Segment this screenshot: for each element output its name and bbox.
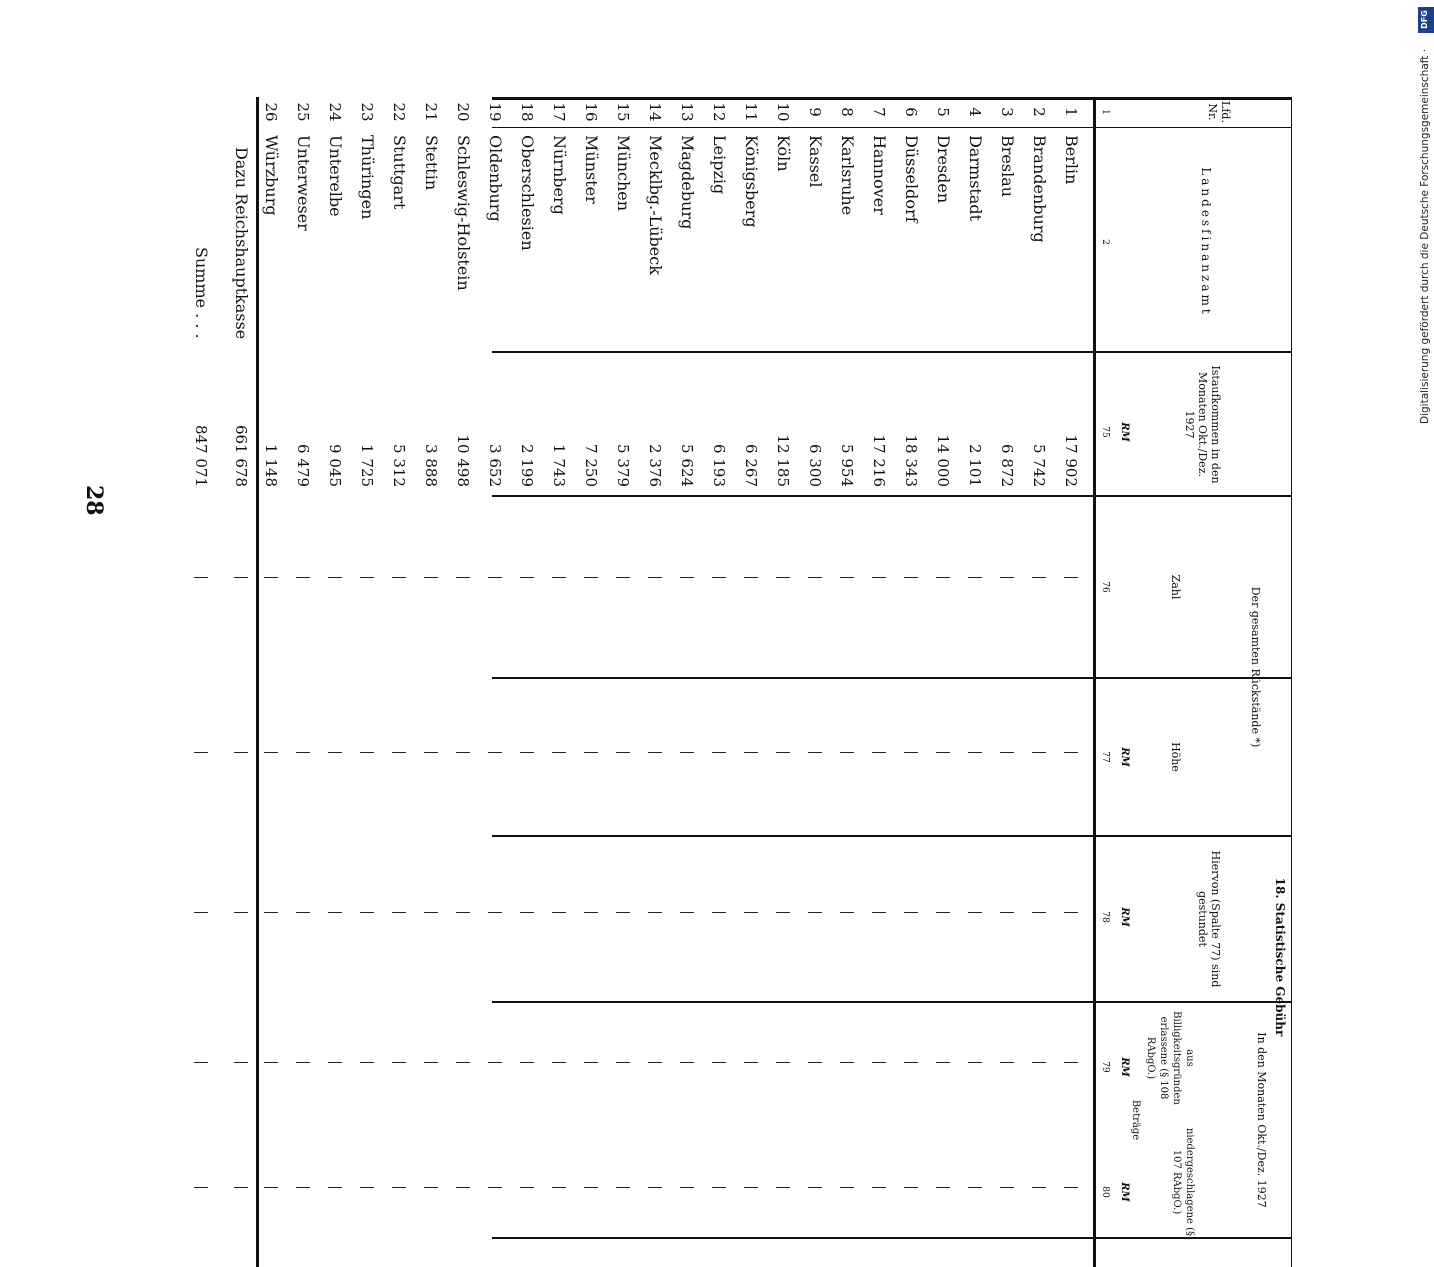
empty-cell-dash: [680, 1187, 694, 1188]
row-number: 8: [838, 107, 856, 117]
empty-cell-dash: [968, 912, 982, 913]
row-office-name: Karlsruhe: [838, 135, 857, 216]
empty-cell-dash: [776, 752, 790, 753]
empty-cell-dash: [1064, 577, 1078, 578]
row-number: 1: [1062, 107, 1080, 117]
column-number: 80: [1100, 1186, 1110, 1198]
row-istaufkommen: 6 300: [806, 444, 824, 487]
empty-cell-dash: [234, 1062, 248, 1063]
table-row: [927, 97, 959, 1267]
row-office-name: Schleswig-Holstein: [454, 135, 473, 291]
column-number: 79: [1100, 1061, 1110, 1073]
empty-cell-dash: [712, 912, 726, 913]
row-office-name: Breslau: [998, 135, 1017, 198]
table-row: [959, 97, 991, 1267]
empty-cell-dash: [328, 577, 342, 578]
empty-cell-dash: [584, 912, 598, 913]
row-istaufkommen: 1 743: [550, 444, 568, 487]
table-row: [799, 97, 831, 1267]
empty-cell-dash: [744, 1187, 758, 1188]
row-istaufkommen: 17 216: [870, 434, 888, 487]
empty-cell-dash: [424, 1187, 438, 1188]
row-istaufkommen: 3 652: [486, 444, 504, 487]
table-row: [287, 97, 319, 1267]
row-istaufkommen: 7 250: [582, 444, 600, 487]
row-number: 17: [550, 102, 568, 122]
column-number: 2: [1100, 239, 1110, 245]
row-istaufkommen: 6 193: [710, 444, 728, 487]
empty-cell-dash: [328, 1062, 342, 1063]
row-istaufkommen: 5 624: [678, 444, 696, 487]
empty-cell-dash: [234, 912, 248, 913]
row-office-name: Thüringen: [358, 135, 377, 220]
empty-cell-dash: [552, 1062, 566, 1063]
empty-cell-dash: [808, 1062, 822, 1063]
empty-cell-dash: [584, 577, 598, 578]
empty-cell-dash: [424, 1062, 438, 1063]
empty-cell-dash: [1064, 1187, 1078, 1188]
total-label: Summe . . .: [192, 247, 211, 339]
unit-rm: RM: [1119, 907, 1130, 927]
empty-cell-dash: [194, 1187, 208, 1188]
empty-cell-dash: [520, 1062, 534, 1063]
header-erlassene: aus Billigkeitsgründen erlassene (§ 108 RAbgO.): [1145, 1011, 1195, 1105]
empty-cell-dash: [520, 912, 534, 913]
row-office-name: Königsberg: [742, 135, 761, 228]
row-office-name: Düsseldorf: [902, 135, 921, 223]
empty-cell-dash: [840, 1062, 854, 1063]
empty-cell-dash: [424, 912, 438, 913]
empty-cell-dash: [488, 912, 502, 913]
row-office-name: Oldenburg: [486, 135, 505, 222]
empty-cell-dash: [296, 1187, 310, 1188]
empty-cell-dash: [1064, 912, 1078, 913]
empty-cell-dash: [776, 912, 790, 913]
row-number: 18: [518, 102, 536, 122]
row-istaufkommen: 12 185: [774, 434, 792, 487]
row-number: 5: [934, 107, 952, 117]
row-office-name: Kassel: [806, 135, 825, 188]
section-title: 18. Statistische Gebühr: [1273, 877, 1287, 1037]
row-office-name: Nürnberg: [550, 135, 569, 215]
subtotal-value: 661 678: [232, 424, 250, 487]
statistics-table: [122, 97, 1292, 1237]
empty-cell-dash: [680, 577, 694, 578]
empty-cell-dash: [840, 912, 854, 913]
empty-cell-dash: [904, 577, 918, 578]
table-row: [831, 97, 863, 1267]
row-number: 12: [710, 102, 728, 122]
table-row: [383, 97, 415, 1267]
row-istaufkommen: 18 343: [902, 434, 920, 487]
row-istaufkommen: 17 902: [1062, 434, 1080, 487]
empty-cell-dash: [712, 752, 726, 753]
header-rueckstaende: Der gesamten Rückstände *): [1249, 586, 1262, 748]
unit-rm: RM: [1119, 422, 1130, 442]
column-number: 1: [1100, 109, 1110, 115]
empty-cell-dash: [616, 912, 630, 913]
empty-cell-dash: [552, 577, 566, 578]
row-number: 4: [966, 107, 984, 117]
row-number: 24: [326, 102, 344, 122]
row-number: 15: [614, 102, 632, 122]
row-number: 21: [422, 102, 440, 122]
empty-cell-dash: [296, 1062, 310, 1063]
unit-rm: RM: [1119, 1182, 1130, 1202]
empty-cell-dash: [648, 1062, 662, 1063]
column-number: 77: [1100, 751, 1110, 763]
empty-cell-dash: [968, 752, 982, 753]
empty-cell-dash: [234, 752, 248, 753]
row-number: 9: [806, 107, 824, 117]
row-office-name: Berlin: [1062, 135, 1081, 185]
empty-cell-dash: [808, 912, 822, 913]
table-row: [1055, 97, 1087, 1267]
empty-cell-dash: [424, 577, 438, 578]
empty-cell-dash: [776, 577, 790, 578]
empty-cell-dash: [648, 1187, 662, 1188]
empty-cell-dash: [520, 752, 534, 753]
empty-cell-dash: [1032, 1187, 1046, 1188]
empty-cell-dash: [872, 752, 886, 753]
table-row: [895, 97, 927, 1267]
empty-cell-dash: [1064, 1062, 1078, 1063]
table-row: [511, 97, 543, 1267]
row-number: 25: [294, 102, 312, 122]
empty-cell-dash: [968, 577, 982, 578]
empty-cell-dash: [1032, 752, 1046, 753]
empty-cell-dash: [808, 1187, 822, 1188]
total-row: [185, 97, 217, 1267]
empty-cell-dash: [1064, 752, 1078, 753]
page-number: 28: [81, 485, 107, 516]
row-istaufkommen: 2 101: [966, 444, 984, 487]
empty-cell-dash: [456, 1187, 470, 1188]
header-hoehe: Höhe: [1169, 742, 1182, 772]
empty-cell-dash: [456, 912, 470, 913]
table-row: [863, 97, 895, 1267]
empty-cell-dash: [840, 577, 854, 578]
empty-cell-dash: [712, 1062, 726, 1063]
table-row: [319, 97, 351, 1267]
row-istaufkommen: 3 888: [422, 444, 440, 487]
unit-rm: RM: [1119, 1057, 1130, 1077]
empty-cell-dash: [424, 752, 438, 753]
empty-cell-dash: [616, 752, 630, 753]
empty-cell-dash: [360, 1187, 374, 1188]
table-row: [575, 97, 607, 1267]
empty-cell-dash: [744, 1062, 758, 1063]
empty-cell-dash: [1000, 577, 1014, 578]
empty-cell-dash: [360, 1062, 374, 1063]
row-number: 19: [486, 102, 504, 122]
empty-cell-dash: [392, 1062, 406, 1063]
empty-cell-dash: [360, 912, 374, 913]
column-number: 75: [1100, 426, 1110, 438]
row-istaufkommen: 10 498: [454, 434, 472, 487]
empty-cell-dash: [194, 912, 208, 913]
empty-cell-dash: [264, 1187, 278, 1188]
empty-cell-dash: [552, 912, 566, 913]
header-zahl: Zahl: [1169, 574, 1182, 600]
empty-cell-dash: [584, 752, 598, 753]
table-row: [607, 97, 639, 1267]
empty-cell-dash: [904, 1062, 918, 1063]
empty-cell-dash: [392, 912, 406, 913]
row-number: 6: [902, 107, 920, 117]
empty-cell-dash: [808, 752, 822, 753]
empty-cell-dash: [872, 1187, 886, 1188]
credit-text: Digitalisierung gefördert durch die Deutsche Forschungsgemeinschaft ·: [1419, 48, 1431, 424]
row-number: 22: [390, 102, 408, 122]
empty-cell-dash: [328, 752, 342, 753]
empty-cell-dash: [776, 1187, 790, 1188]
table-row: [1023, 97, 1055, 1267]
table-row: [991, 97, 1023, 1267]
empty-cell-dash: [584, 1062, 598, 1063]
row-number: 13: [678, 102, 696, 122]
empty-cell-dash: [296, 577, 310, 578]
subtotal-row: [225, 97, 257, 1267]
empty-cell-dash: [904, 912, 918, 913]
row-istaufkommen: 6 267: [742, 444, 760, 487]
empty-cell-dash: [456, 577, 470, 578]
row-number: 11: [742, 102, 760, 122]
empty-cell-dash: [194, 1062, 208, 1063]
table-row: [735, 97, 767, 1267]
table-row: [639, 97, 671, 1267]
row-office-name: Köln: [774, 135, 793, 172]
row-office-name: Unterweser: [294, 135, 313, 231]
row-number: 7: [870, 107, 888, 117]
empty-cell-dash: [456, 752, 470, 753]
row-number: 26: [262, 102, 280, 122]
row-number: 20: [454, 102, 472, 122]
empty-cell-dash: [520, 577, 534, 578]
empty-cell-dash: [968, 1187, 982, 1188]
row-office-name: Brandenburg: [1030, 135, 1049, 243]
empty-cell-dash: [648, 577, 662, 578]
empty-cell-dash: [936, 1062, 950, 1063]
row-number: 16: [582, 102, 600, 122]
row-number: 23: [358, 102, 376, 122]
row-office-name: Würzburg: [262, 135, 281, 216]
digitization-credit: [1414, 4, 1434, 424]
empty-cell-dash: [616, 1187, 630, 1188]
empty-cell-dash: [264, 912, 278, 913]
empty-cell-dash: [840, 752, 854, 753]
unit-rm: RM: [1119, 747, 1130, 767]
row-office-name: Darmstadt: [966, 135, 985, 222]
empty-cell-dash: [1032, 577, 1046, 578]
row-istaufkommen: 5 312: [390, 444, 408, 487]
empty-cell-dash: [584, 1187, 598, 1188]
row-istaufkommen: 6 872: [998, 444, 1016, 487]
empty-cell-dash: [488, 577, 502, 578]
table-row: [671, 97, 703, 1267]
empty-cell-dash: [1000, 912, 1014, 913]
header-rule: [1093, 97, 1096, 1267]
empty-cell-dash: [1000, 1062, 1014, 1063]
empty-cell-dash: [264, 752, 278, 753]
empty-cell-dash: [904, 752, 918, 753]
row-istaufkommen: 5 379: [614, 444, 632, 487]
empty-cell-dash: [872, 1062, 886, 1063]
empty-cell-dash: [194, 577, 208, 578]
row-istaufkommen: 1 725: [358, 444, 376, 487]
table-row: [767, 97, 799, 1267]
table-row: [255, 97, 287, 1267]
empty-cell-dash: [872, 912, 886, 913]
row-office-name: Leipzig: [710, 135, 729, 195]
row-office-name: Hannover: [870, 135, 889, 215]
empty-cell-dash: [872, 577, 886, 578]
subtotal-label: Dazu Reichshauptkasse: [232, 147, 251, 340]
row-istaufkommen: 14 000: [934, 434, 952, 487]
row-office-name: München: [614, 135, 633, 212]
row-istaufkommen: 1 148: [262, 444, 280, 487]
empty-cell-dash: [776, 1062, 790, 1063]
empty-cell-dash: [328, 912, 342, 913]
empty-cell-dash: [904, 1187, 918, 1188]
row-office-name: Stuttgart: [390, 135, 409, 210]
row-number: 10: [774, 102, 792, 122]
empty-cell-dash: [488, 1062, 502, 1063]
empty-cell-dash: [808, 577, 822, 578]
empty-cell-dash: [936, 912, 950, 913]
row-office-name: Stettin: [422, 135, 441, 191]
row-office-name: Dresden: [934, 135, 953, 204]
row-istaufkommen: 5 954: [838, 444, 856, 487]
row-office-name: Mecklbg.-Lübeck: [646, 135, 665, 275]
empty-cell-dash: [968, 1062, 982, 1063]
empty-cell-dash: [1000, 752, 1014, 753]
empty-cell-dash: [392, 577, 406, 578]
table-row: [447, 97, 479, 1267]
empty-cell-dash: [1000, 1187, 1014, 1188]
empty-cell-dash: [712, 1187, 726, 1188]
empty-cell-dash: [712, 577, 726, 578]
row-istaufkommen: 2 376: [646, 444, 664, 487]
empty-cell-dash: [1032, 1062, 1046, 1063]
empty-cell-dash: [744, 912, 758, 913]
empty-cell-dash: [1032, 912, 1046, 913]
column-number: 76: [1100, 581, 1110, 593]
dfg-logo: [1418, 7, 1434, 33]
header-niedergeschlagene: niedergeschlagene (§ 107 RAbgO.): [1171, 1127, 1195, 1237]
row-istaufkommen: 9 045: [326, 444, 344, 487]
empty-cell-dash: [234, 1187, 248, 1188]
empty-cell-dash: [296, 912, 310, 913]
empty-cell-dash: [744, 752, 758, 753]
empty-cell-dash: [616, 1062, 630, 1063]
row-number: 2: [1030, 107, 1048, 117]
table-row: [351, 97, 383, 1267]
column-number: 78: [1100, 911, 1110, 923]
table-row: [703, 97, 735, 1267]
empty-cell-dash: [552, 752, 566, 753]
empty-cell-dash: [648, 912, 662, 913]
empty-cell-dash: [488, 752, 502, 753]
empty-cell-dash: [680, 1062, 694, 1063]
empty-cell-dash: [264, 1062, 278, 1063]
empty-cell-dash: [936, 1187, 950, 1188]
empty-cell-dash: [840, 1187, 854, 1188]
header-hiervon: Hiervon (Spalte 77) sind gestundet: [1196, 850, 1222, 988]
empty-cell-dash: [552, 1187, 566, 1188]
row-number: 14: [646, 102, 664, 122]
empty-cell-dash: [360, 752, 374, 753]
empty-cell-dash: [360, 577, 374, 578]
empty-cell-dash: [616, 577, 630, 578]
empty-cell-dash: [520, 1187, 534, 1188]
empty-cell-dash: [392, 1187, 406, 1188]
row-office-name: Münster: [582, 135, 601, 204]
table-row: [415, 97, 447, 1267]
header-lfd-nr: Lfd. Nr.: [1206, 101, 1232, 123]
empty-cell-dash: [234, 577, 248, 578]
dfg-logo-text: DFG: [1419, 10, 1429, 29]
empty-cell-dash: [296, 752, 310, 753]
empty-cell-dash: [488, 1187, 502, 1188]
total-value: 847 071: [192, 424, 210, 487]
empty-cell-dash: [936, 577, 950, 578]
row-istaufkommen: 6 479: [294, 444, 312, 487]
empty-cell-dash: [392, 752, 406, 753]
row-istaufkommen: 5 742: [1030, 444, 1048, 487]
empty-cell-dash: [456, 1062, 470, 1063]
header-istaufkommen: Istaufkommen in den Monaten Okt./Dez. 1927: [1183, 365, 1222, 484]
row-number: 3: [998, 107, 1016, 117]
empty-cell-dash: [936, 752, 950, 753]
header-landesfinanzamt: Landesfinanzamt: [1199, 167, 1213, 317]
table-row: [479, 97, 511, 1267]
empty-cell-dash: [264, 577, 278, 578]
empty-cell-dash: [194, 752, 208, 753]
row-office-name: Magdeburg: [678, 135, 697, 230]
row-istaufkommen: 2 199: [518, 444, 536, 487]
header-monate: In den Monaten Okt./Dez. 1927: [1255, 1032, 1268, 1208]
empty-cell-dash: [744, 577, 758, 578]
empty-cell-dash: [328, 1187, 342, 1188]
row-office-name: Oberschlesien: [518, 135, 537, 251]
empty-cell-dash: [680, 912, 694, 913]
header-betraege: Beträge: [1130, 1099, 1141, 1141]
row-office-name: Unterelbe: [326, 135, 345, 217]
empty-cell-dash: [648, 752, 662, 753]
table-row: [543, 97, 575, 1267]
empty-cell-dash: [680, 752, 694, 753]
